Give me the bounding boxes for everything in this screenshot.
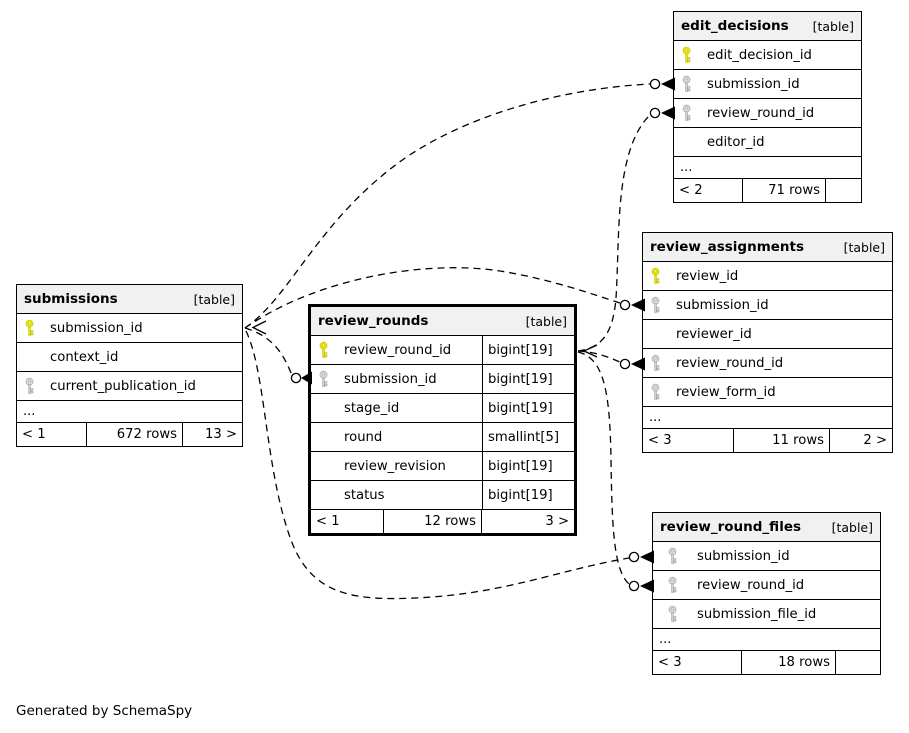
column-type: bigint[19] [482, 394, 574, 422]
zero-or-more-circle [291, 373, 300, 382]
column-row [17, 343, 242, 372]
column-row [653, 600, 880, 629]
column-row [643, 349, 892, 378]
column-row [674, 41, 861, 70]
parents-count: < 3 [653, 651, 742, 674]
table-name[interactable]: submissions [24, 291, 118, 307]
one-end-arrow [253, 321, 266, 334]
column-type: bigint[19] [482, 365, 574, 393]
parents-count: < 2 [674, 179, 743, 202]
column-name: submission_id [344, 371, 437, 387]
column-row [643, 378, 892, 407]
rel-submissions-to-edit-decisions [245, 84, 650, 328]
column-name: submission_id [697, 548, 790, 564]
column-name: review_round_id [344, 342, 452, 358]
ellipsis-row: ... [653, 629, 880, 651]
row-count: 71 rows [743, 179, 826, 202]
parents-count: < 1 [17, 423, 87, 446]
column-name: context_id [50, 349, 119, 365]
column-row [17, 314, 242, 343]
column-row [311, 452, 574, 481]
zero-or-more-circle [629, 581, 638, 590]
foreign-key-icon [681, 75, 692, 93]
foreign-key-icon [650, 383, 661, 401]
table-name[interactable]: review_rounds [318, 313, 429, 329]
table-name[interactable]: review_assignments [650, 239, 805, 255]
generator-note: Generated by SchemaSpy [16, 703, 193, 719]
column-row [674, 70, 861, 99]
column-type: bigint[19] [482, 336, 574, 364]
column-name: status [344, 487, 385, 503]
ellipsis-row: ... [17, 401, 242, 423]
rel-review-rounds-to-review-round-files [578, 352, 629, 584]
rel-review-rounds-to-review-assignments [578, 351, 620, 362]
table-header[interactable] [311, 307, 574, 336]
column-row [653, 571, 880, 600]
table-badge: [table] [831, 519, 873, 535]
children-count [826, 179, 861, 202]
column-row [643, 262, 892, 291]
column-type: smallint[5] [482, 423, 574, 451]
column-name: review_revision [344, 458, 446, 474]
row-count: 12 rows [384, 510, 482, 533]
children-count: 13 > [204, 427, 237, 442]
column-row [311, 481, 574, 510]
primary-key-icon [681, 46, 692, 64]
parents-count: < 1 [311, 510, 384, 533]
foreign-key-icon [681, 104, 692, 122]
ellipsis-row: ... [643, 407, 892, 429]
column-row [17, 372, 242, 401]
table-header[interactable] [674, 12, 861, 41]
table-name[interactable]: edit_decisions [681, 18, 789, 34]
column-name: submission_id [676, 297, 769, 313]
children-count: 2 > [863, 433, 887, 448]
zero-or-more-circle [620, 300, 629, 309]
column-name: review_round_id [707, 105, 815, 121]
parents-count: < 3 [643, 429, 734, 452]
row-count: 18 rows [742, 651, 836, 674]
table-badge: [table] [843, 239, 885, 255]
table-submissions [16, 284, 243, 447]
column-name: review_round_id [676, 355, 784, 371]
column-row [643, 320, 892, 349]
table-header[interactable] [643, 233, 892, 262]
table-header[interactable] [653, 513, 880, 542]
zero-or-more-circle [650, 108, 659, 117]
table-review-round-files [652, 512, 881, 675]
primary-key-icon [24, 319, 35, 337]
table-review-assignments [642, 232, 893, 453]
rel-review-rounds-to-edit-decisions [578, 115, 650, 351]
column-name: submission_id [707, 76, 800, 92]
column-type: bigint[19] [482, 481, 574, 509]
column-row [674, 128, 861, 157]
foreign-key-icon [667, 605, 678, 623]
column-name: submission_file_id [697, 606, 817, 622]
column-name: review_round_id [697, 577, 805, 593]
column-name: review_form_id [676, 384, 776, 400]
table-footer [643, 429, 892, 452]
column-name: reviewer_id [676, 326, 752, 342]
column-type: bigint[19] [482, 452, 574, 480]
foreign-key-icon [667, 576, 678, 594]
table-review-rounds [308, 304, 577, 536]
foreign-key-icon [318, 370, 329, 388]
column-name: round [344, 429, 383, 445]
ellipsis-row: ... [674, 157, 861, 179]
column-name: stage_id [344, 400, 400, 416]
column-row [311, 365, 574, 394]
column-name: editor_id [707, 134, 765, 150]
row-count: 11 rows [734, 429, 830, 452]
row-count: 672 rows [87, 423, 183, 446]
primary-key-icon [318, 341, 329, 359]
children-count [836, 651, 880, 674]
column-row [311, 423, 574, 452]
table-badge: [table] [812, 18, 854, 34]
table-footer [17, 423, 242, 446]
primary-key-icon [650, 267, 661, 285]
zero-or-more-circle [650, 79, 659, 88]
table-badge: [table] [193, 291, 235, 307]
column-row [643, 291, 892, 320]
column-name: edit_decision_id [707, 47, 812, 63]
zero-or-more-circle [620, 359, 629, 368]
column-name: review_id [676, 268, 739, 284]
children-count: 3 > [545, 514, 569, 529]
column-row [311, 394, 574, 423]
zero-or-more-circle [629, 552, 638, 561]
foreign-key-icon [667, 547, 678, 565]
table-footer [653, 651, 880, 674]
column-row [311, 336, 574, 365]
column-row [653, 542, 880, 571]
one-end-arrow [584, 345, 597, 357]
table-edit-decisions [673, 11, 862, 203]
foreign-key-icon [650, 354, 661, 372]
table-header[interactable] [17, 285, 242, 314]
foreign-key-icon [650, 296, 661, 314]
foreign-key-icon [24, 377, 35, 395]
table-badge: [table] [525, 313, 567, 329]
column-name: submission_id [50, 320, 143, 336]
table-footer [311, 510, 574, 533]
column-name: current_publication_id [50, 378, 196, 394]
rel-submissions-to-review-rounds [245, 328, 291, 373]
table-name[interactable]: review_round_files [660, 519, 802, 535]
column-row [674, 99, 861, 128]
table-footer [674, 179, 861, 202]
